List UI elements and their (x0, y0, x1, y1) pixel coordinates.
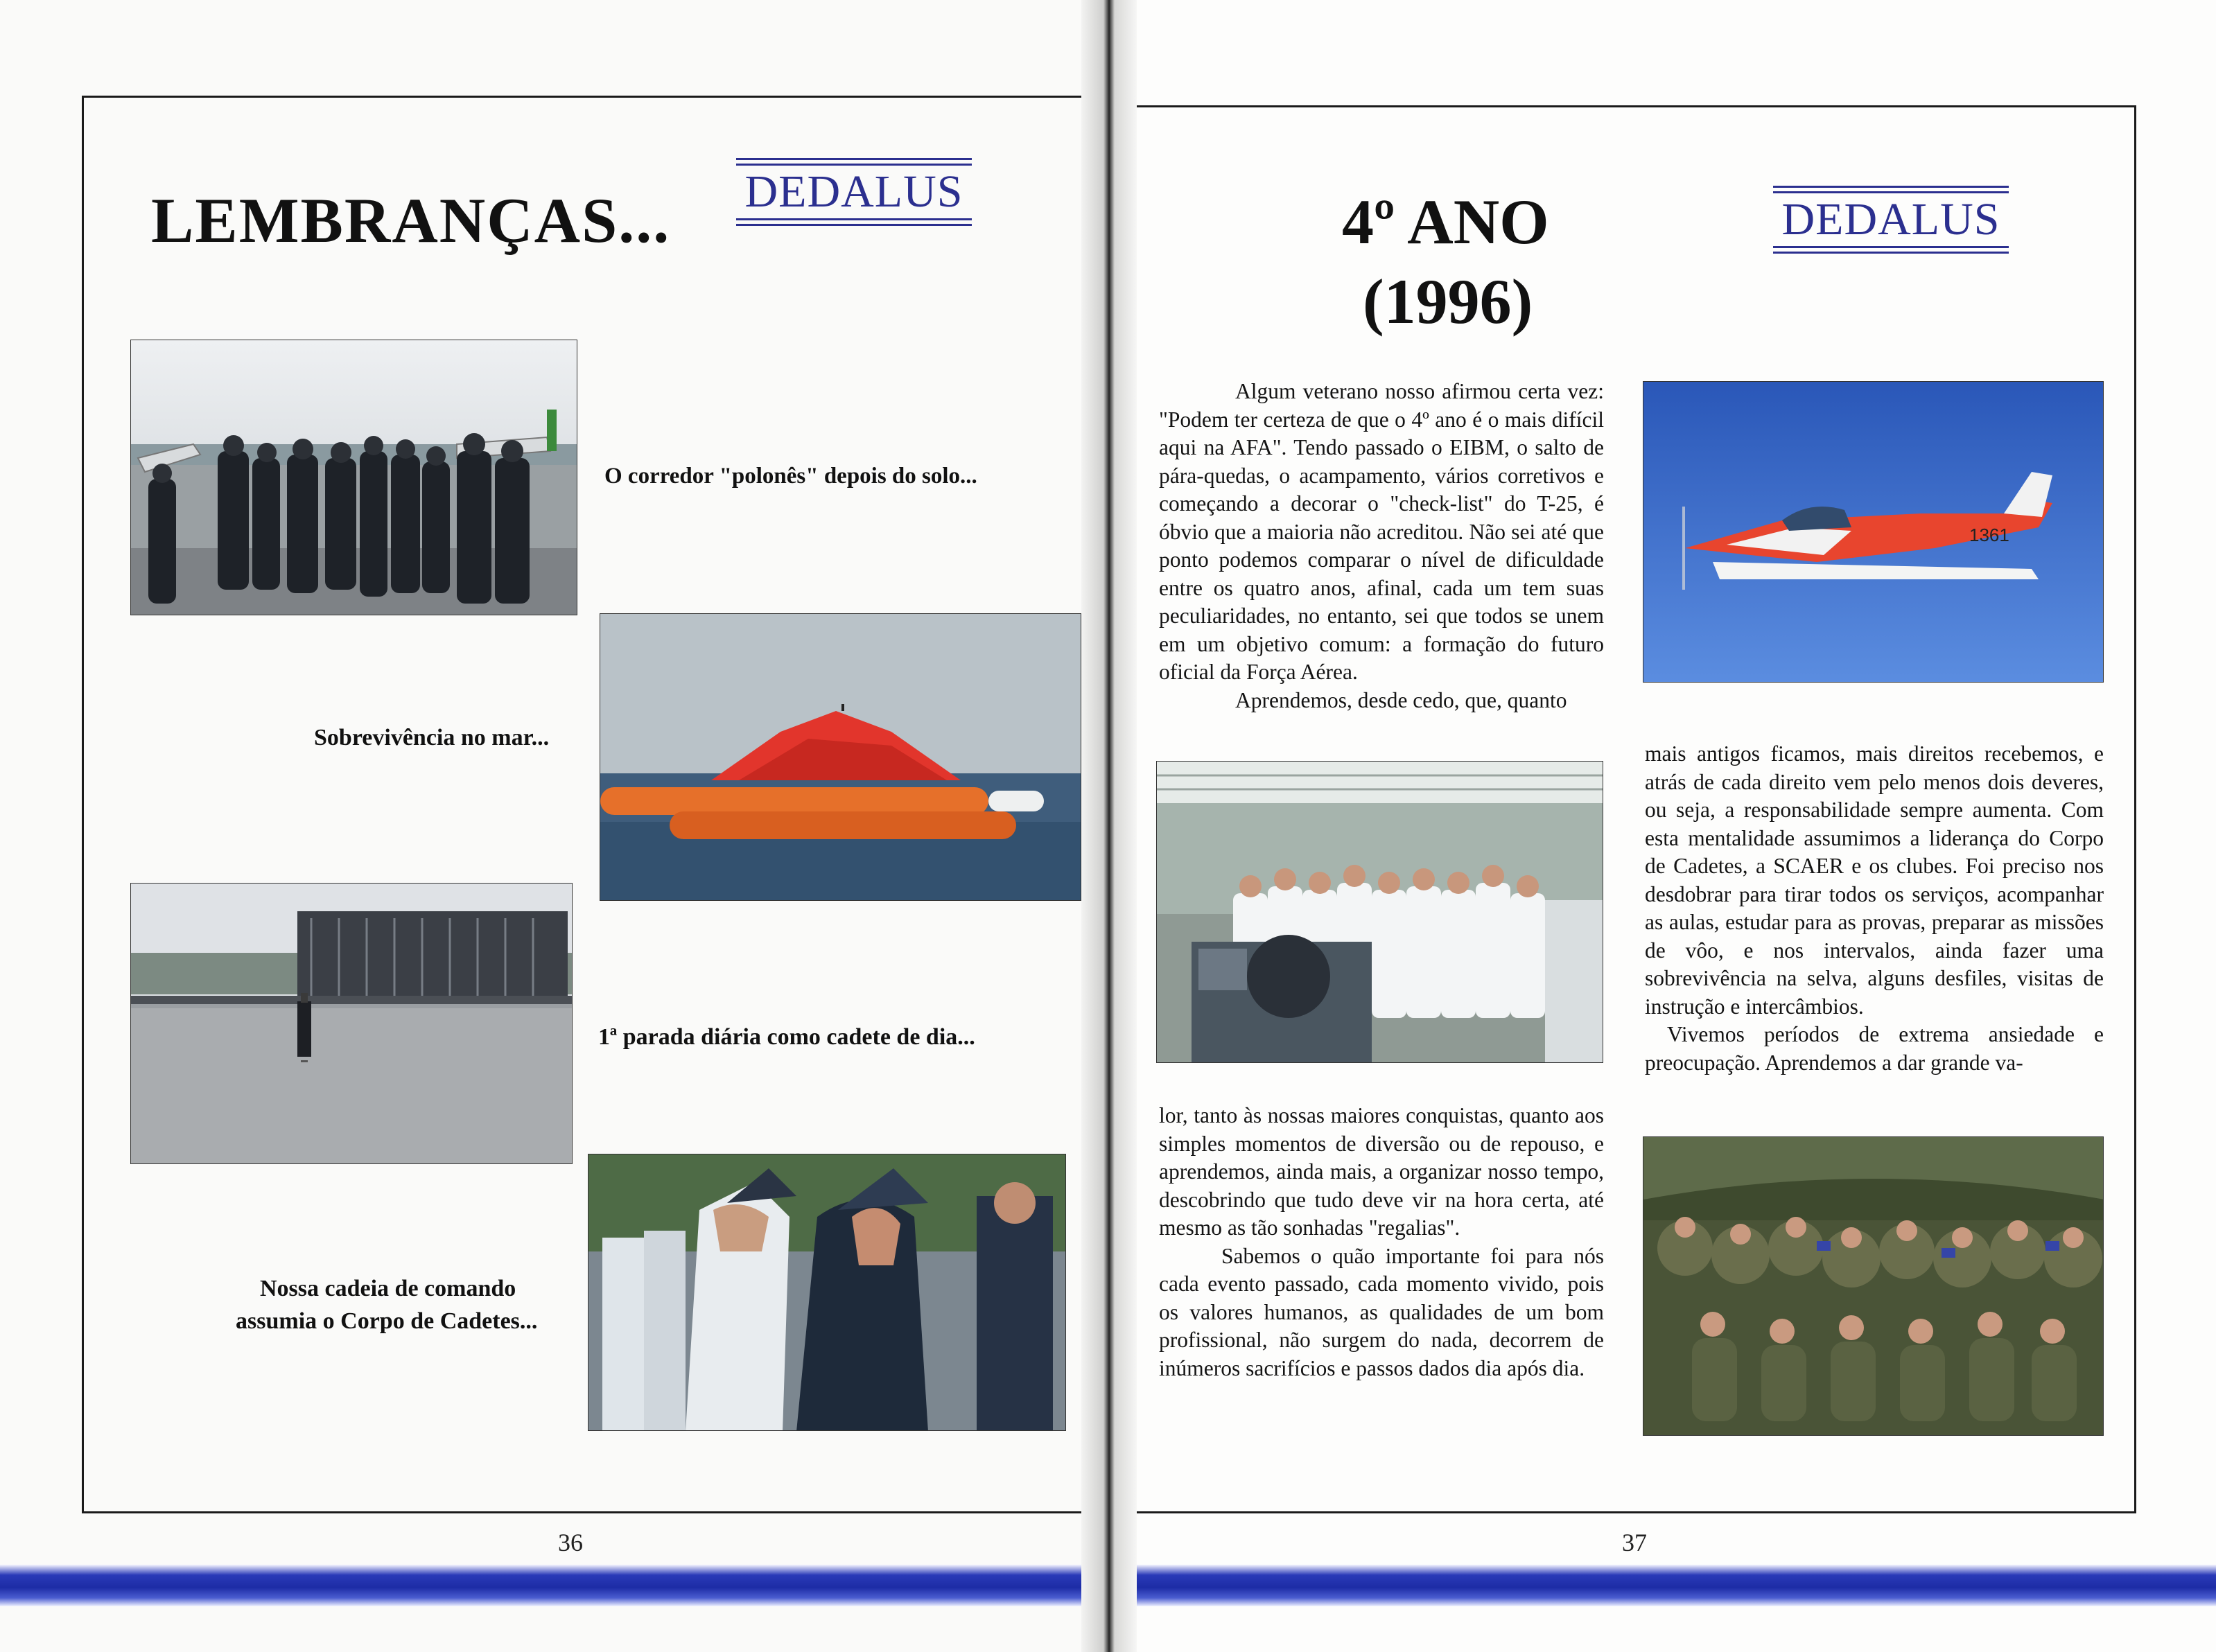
photo-corredor-polones (130, 340, 577, 615)
text-col1-top (1159, 378, 1604, 714)
photo-jungle-survival (1643, 1136, 2104, 1436)
blue-band-left (0, 1565, 1102, 1606)
caption-cadeia-comando-2: assumia o Corpo de Cadetes... (236, 1308, 538, 1334)
photo-cadeia-comando (588, 1154, 1066, 1431)
caption-parada-diaria: 1ª parada diária como cadete de dia... (598, 1024, 975, 1050)
paragraph: Vivemos períodos de extrema ansiedade e preocupação. Aprendemos a dar grande va- (1645, 1022, 2104, 1075)
paragraph: mais antigos ficamos, mais direitos recebemos, e atrás de cada direito vem pelo menos dois deveres, ou seja, a responsabilidade sempre aumenta. Com esta mentalidade assumimos a liderança do Corpo de Cadetes, a SCAER e os clubes. Foi preciso nos desdobrar para tirar todos os serviços, acompanhar as aulas, estudar para as provas, preparar as missões de vôo, e nos intervalos, ainda fazer uma sobrevivência na selva, alguns desfiles, visitas de instrução e intercâmbios. (1645, 741, 2104, 1019)
paragraph: Sabemos o quão importante foi para nós cada evento passado, cada momento vivido, pois os valores humanos, as qualidades de um bom profissional, não surgem do nada, decorrem de inúmeros sacrifícios e passos dados dia após dia. (1159, 1243, 1604, 1380)
cadets-airfield-image (131, 340, 577, 615)
book-gutter (1081, 0, 1137, 1652)
caption-cadeia-comando-1: Nossa cadeia de comando (260, 1276, 516, 1301)
classroom-group-image (1157, 762, 1603, 1063)
text-col2-mid (1645, 740, 2104, 1077)
dedalus-logo-left (736, 158, 972, 226)
page-number-right: 37 (1622, 1529, 1647, 1556)
text-col1-bottom (1159, 1102, 1604, 1382)
photo-parada-diaria (130, 883, 573, 1164)
paragraph: lor, tanto às nossas maiores conquistas, quanto aos simples momentos de diversão ou de repouso, e aprendemos, ainda mais, a organizar nosso tempo, descobrindo que tudo deve vir na hora certa, até mesmo as tão sonhadas "regalias". (1159, 1103, 1604, 1240)
dedalus-logo-right (1773, 186, 2009, 254)
paragraph: Algum veterano nosso afirmou certa vez: "Podem ter certeza de que o 4º ano é o mais difícil aqui na AFA". Tendo passado o EIBM, o salto de pára-quedas, o acampamento, vários corretivos e começando a decorar o "check-list" do T-25, é óbvio que a maioria não acreditou. Não sei até que ponto podemos comparar o nível de dificuldade entre os quatro anos, afinal, cada um tem suas peculiaridades, no entanto, sei que todos se unem em um objetivo comum: a formação do futuro oficial da Força Aérea. (1159, 379, 1604, 684)
jungle-group-image (1643, 1137, 2104, 1436)
caption-sobrevivencia-mar: Sobrevivência no mar... (314, 725, 550, 750)
photo-sobrevivencia-mar (600, 613, 1081, 901)
aircraft-image (1643, 382, 2104, 683)
page-number-left: 36 (558, 1529, 583, 1556)
dedalus-logo-text: DEDALUS (1781, 194, 2000, 245)
photo-classroom-group (1156, 761, 1603, 1063)
life-raft-image (600, 614, 1081, 901)
left-page-title: LEMBRANÇAS... (151, 185, 671, 256)
right-page-title-line1: 4º ANO (1342, 186, 1549, 257)
paragraph: Aprendemos, desde cedo, que, quanto (1235, 687, 1567, 712)
blue-band-right (1109, 1565, 2216, 1606)
photo-aircraft-t25 (1643, 381, 2104, 683)
parade-ground-image (131, 884, 573, 1164)
command-ceremony-image (588, 1154, 1066, 1431)
aircraft-marking: 1361 (1969, 525, 2009, 545)
right-page (1109, 0, 2216, 1652)
caption-corredor-polones: O corredor "polonês" depois do solo... (604, 464, 977, 489)
dedalus-logo-text: DEDALUS (744, 166, 963, 217)
right-page-title-line2: (1996) (1363, 266, 1533, 337)
